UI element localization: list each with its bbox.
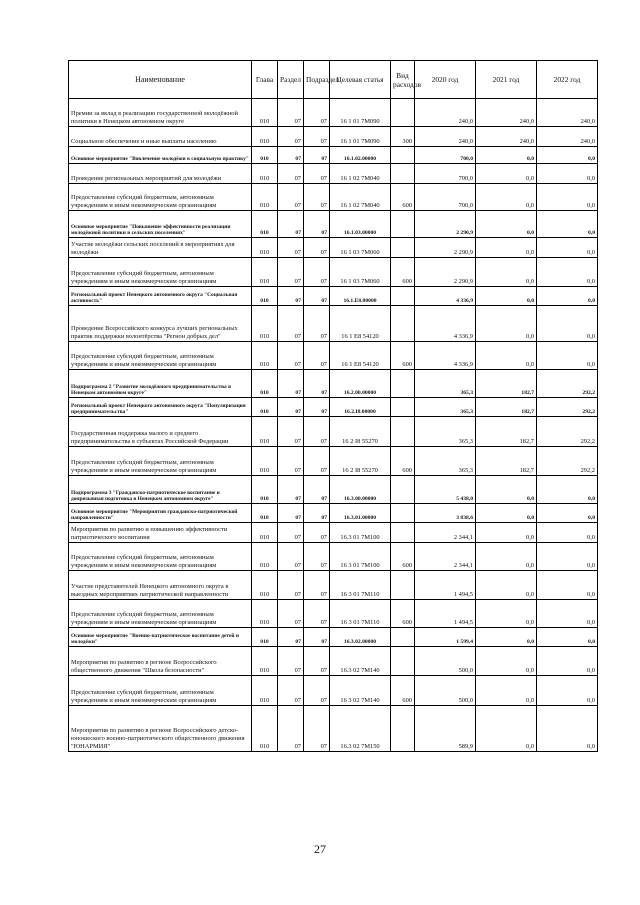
row-subsection: 07 [304,164,330,184]
row-2022: 0,0 [537,543,598,571]
row-subsection: 07 [304,647,330,676]
row-section: 07 [278,628,304,647]
row-name: Предоставление субсидий бюджетным, автономным учреждениям и иным некоммерческим организациям [69,676,252,706]
row-2022: 0,0 [537,211,598,238]
row-2020: 2 290,9 [415,258,476,287]
row-subsection: 07 [304,306,330,342]
row-2021: 0,0 [476,600,537,628]
header-name: Наименование [69,61,252,99]
row-name: Региональный проект Ненецкого автономного округа "Популяризация предпринимательства" [69,398,252,417]
row-subsection: 07 [304,184,330,211]
row-chapter: 010 [252,184,278,211]
row-chapter: 010 [252,628,278,647]
table-body [69,99,598,752]
row-name: Участие молодёжи сельских поселений в мероприятиях для молодёжи [69,238,252,258]
row-2021: 182,7 [476,447,537,476]
page-number: 27 [314,842,326,856]
row-2020: 2 290,9 [415,211,476,238]
row-target: 16 2 I8 55270 [330,447,391,476]
header-2020: 2020 год [415,61,476,99]
table-row-summary [69,398,598,417]
row-expense-type: 300 [391,127,415,147]
row-2022: 0,0 [537,306,598,342]
row-chapter: 010 [252,306,278,342]
row-2020: 240,0 [415,99,476,127]
table-row [69,99,598,127]
row-2021: 182,7 [476,417,537,447]
row-section: 07 [278,600,304,628]
row-name: Подпрограмма 3 "Гражданско-патриотическое воспитание и допризывная подготовка в Ненецком автономном округе" [69,476,252,504]
row-target: 16 3 01 7М110 [330,600,391,628]
row-target: 16.3 01 7М100 [330,523,391,543]
row-name: Основное мероприятие "Военно-патриотическое воспитание детей и молодёжи" [69,628,252,647]
row-section: 07 [278,398,304,417]
row-2020: 700,0 [415,147,476,164]
row-expense-type [391,504,415,523]
row-2020: 4 336,9 [415,342,476,370]
row-name: Предоставление субсидий бюджетным, автономным учреждениям и иным некоммерческим организациям [69,184,252,211]
row-expense-type [391,523,415,543]
table-row [69,306,598,342]
row-2020: 2 344,1 [415,543,476,571]
table-row [69,417,598,447]
row-chapter: 010 [252,127,278,147]
row-2022: 0,0 [537,504,598,523]
row-target: 16.1.02.00000 [330,147,391,164]
row-2021: 0,0 [476,571,537,600]
row-2021: 0,0 [476,628,537,647]
row-subsection: 07 [304,238,330,258]
table-row [69,706,598,752]
row-subsection: 07 [304,99,330,127]
table-row-summary [69,370,598,398]
table-row [69,184,598,211]
row-2020: 1 494,5 [415,600,476,628]
table-row-summary [69,147,598,164]
row-target: 16 1 01 7М090 [330,99,391,127]
row-chapter: 010 [252,164,278,184]
row-chapter: 010 [252,398,278,417]
row-chapter: 010 [252,370,278,398]
row-2020: 2 290,9 [415,238,476,258]
row-section: 07 [278,306,304,342]
row-chapter: 010 [252,504,278,523]
row-chapter: 010 [252,417,278,447]
row-section: 07 [278,647,304,676]
row-section: 07 [278,523,304,543]
row-2021: 0,0 [476,476,537,504]
row-chapter: 010 [252,238,278,258]
row-2021: 0,0 [476,211,537,238]
row-subsection: 07 [304,543,330,571]
row-section: 07 [278,706,304,752]
row-section: 07 [278,417,304,447]
row-section: 07 [278,258,304,287]
row-name: Предоставление субсидий бюджетным, автономным учреждениям и иным некоммерческим организациям [69,600,252,628]
row-subsection: 07 [304,476,330,504]
row-2020: 4 336,9 [415,287,476,306]
row-2020: 365,3 [415,447,476,476]
row-name: Подпрограмма 2 "Развитие молодёжного предпринимательства в Ненецком автономном округе" [69,370,252,398]
row-subsection: 07 [304,676,330,706]
table-row [69,523,598,543]
table-row [69,571,598,600]
row-name: Предоставление субсидий бюджетным, автономным учреждениям и иным некоммерческим организациям [69,543,252,571]
row-expense-type [391,211,415,238]
row-chapter: 010 [252,211,278,238]
row-2022: 0,0 [537,706,598,752]
row-2020: 1 494,5 [415,571,476,600]
row-2022: 0,0 [537,476,598,504]
row-chapter: 010 [252,647,278,676]
row-2020: 500,0 [415,676,476,706]
table-row-summary [69,287,598,306]
row-section: 07 [278,238,304,258]
row-expense-type [391,628,415,647]
row-name: Предоставление субсидий бюджетным, автономным учреждениям и иным некоммерческим организациям [69,447,252,476]
row-section: 07 [278,543,304,571]
row-2020: 2 344,1 [415,523,476,543]
header-expense-type: Вид расходов [391,61,415,99]
table-row [69,647,598,676]
row-section: 07 [278,184,304,211]
row-section: 07 [278,287,304,306]
row-section: 07 [278,211,304,238]
row-section: 07 [278,164,304,184]
row-target: 16.3.01.00000 [330,504,391,523]
row-2022: 0,0 [537,258,598,287]
row-subsection: 07 [304,504,330,523]
row-chapter: 010 [252,600,278,628]
row-2022: 0,0 [537,628,598,647]
row-expense-type: 600 [391,342,415,370]
row-expense-type [391,398,415,417]
row-expense-type [391,147,415,164]
row-target: 16 2 I8 55270 [330,417,391,447]
budget-table [68,60,598,752]
row-subsection: 07 [304,571,330,600]
row-chapter: 010 [252,287,278,306]
row-expense-type [391,238,415,258]
row-target: 16 3 02 7М140 [330,676,391,706]
row-target: 16 1 02 7М040 [330,164,391,184]
row-subsection: 07 [304,127,330,147]
row-2022: 0,0 [537,287,598,306]
row-2020: 4 336,9 [415,306,476,342]
row-2022: 0,0 [537,571,598,600]
row-section: 07 [278,127,304,147]
row-name: Предоставление субсидий бюджетным, автономным учреждениям и иным некоммерческим организациям [69,258,252,287]
row-name: Проведение Всероссийского конкурса лучших региональных практик поддержки волонтёрства "Регион добрых дел" [69,306,252,342]
table-row [69,164,598,184]
row-target: 16.2.I8.00000 [330,398,391,417]
row-name: Основное мероприятие "Повышение эффективности реализации молодёжной политики в сельских поселениях" [69,211,252,238]
row-expense-type [391,306,415,342]
row-2020: 700,0 [415,164,476,184]
row-target: 16 1 01 7М090 [330,127,391,147]
row-name: Социальное обеспечение и иные выплаты населению [69,127,252,147]
row-2022: 0,0 [537,647,598,676]
row-2020: 365,3 [415,370,476,398]
row-target: 16 3 01 7М110 [330,571,391,600]
row-section: 07 [278,370,304,398]
header-section: Раздел [278,61,304,99]
row-2020: 3 838,6 [415,504,476,523]
row-section: 07 [278,676,304,706]
row-target: 16.3 02 7М140 [330,647,391,676]
row-name: Участие представителей Ненецкого автономного округа в выездных мероприятиях патриотической направленности [69,571,252,600]
row-subsection: 07 [304,258,330,287]
row-2021: 0,0 [476,287,537,306]
row-expense-type: 600 [391,543,415,571]
row-target: 16 1 Е8 54120 [330,306,391,342]
row-2020: 365,3 [415,417,476,447]
table-row-summary [69,504,598,523]
table-row-summary [69,628,598,647]
row-2022: 0,0 [537,164,598,184]
row-subsection: 07 [304,398,330,417]
row-expense-type [391,706,415,752]
row-expense-type: 600 [391,184,415,211]
row-chapter: 010 [252,447,278,476]
table-row [69,447,598,476]
row-name: Государственная поддержка малого и среднего предпринимательства в субъектах Российской Федерации [69,417,252,447]
row-target: 16.3 02 7М150 [330,706,391,752]
row-subsection: 07 [304,447,330,476]
row-target: 16.2.00.00000 [330,370,391,398]
row-section: 07 [278,147,304,164]
row-2022: 0,0 [537,184,598,211]
row-2022: 0,0 [537,342,598,370]
table-header-row [69,61,598,99]
row-subsection: 07 [304,523,330,543]
row-2021: 0,0 [476,647,537,676]
row-chapter: 010 [252,99,278,127]
row-2022: 292,2 [537,370,598,398]
row-expense-type: 600 [391,258,415,287]
row-expense-type: 600 [391,447,415,476]
row-2022: 0,0 [537,676,598,706]
row-2021: 240,0 [476,127,537,147]
row-2020: 5 438,0 [415,476,476,504]
row-2022: 292,2 [537,447,598,476]
row-2020: 700,0 [415,184,476,211]
row-chapter: 010 [252,342,278,370]
header-subsection: Подраздел [304,61,330,99]
row-subsection: 07 [304,287,330,306]
row-2022: 0,0 [537,238,598,258]
header-target: Целевая статья [330,61,391,99]
row-2021: 182,7 [476,398,537,417]
row-chapter: 010 [252,147,278,164]
row-chapter: 010 [252,476,278,504]
row-section: 07 [278,447,304,476]
row-expense-type: 600 [391,600,415,628]
row-2022: 292,2 [537,398,598,417]
row-name: Проведение региональных мероприятий для молодёжи [69,164,252,184]
row-2021: 0,0 [476,238,537,258]
row-target: 16 1 02 7М040 [330,184,391,211]
row-subsection: 07 [304,628,330,647]
row-2021: 0,0 [476,258,537,287]
row-target: 16 1 Е8 54120 [330,342,391,370]
row-target: 16 3 01 7М100 [330,543,391,571]
row-name: Основное мероприятие "Мероприятия гражданско-патриотической направленности" [69,504,252,523]
row-chapter: 010 [252,258,278,287]
table-row-summary [69,476,598,504]
table-row [69,127,598,147]
row-expense-type [391,417,415,447]
row-expense-type [391,647,415,676]
row-target: 16.3.02.00000 [330,628,391,647]
row-2022: 0,0 [537,523,598,543]
row-target: 16 1 03 7М060 [330,258,391,287]
row-chapter: 010 [252,706,278,752]
row-expense-type: 600 [391,676,415,706]
row-subsection: 07 [304,706,330,752]
row-name: Мероприятия по развитию в регионе Всероссийского общественного движения "Школа безопасности" [69,647,252,676]
row-name: Премии за вклад в реализацию государственной молодёжной политики в Ненецком автономном округе [69,99,252,127]
row-2022: 0,0 [537,147,598,164]
row-2021: 0,0 [476,306,537,342]
row-2020: 1 599,4 [415,628,476,647]
table-row [69,238,598,258]
table-row [69,600,598,628]
row-name: Мероприятия по развитию в регионе Всероссийского детско-юношеского военно-патриотического общественного движения "ЮНАРМИЯ" [69,706,252,752]
row-2020: 365,3 [415,398,476,417]
row-subsection: 07 [304,211,330,238]
row-expense-type [391,476,415,504]
row-2020: 589,9 [415,706,476,752]
row-2020: 240,0 [415,127,476,147]
row-chapter: 010 [252,543,278,571]
row-subsection: 07 [304,370,330,398]
row-section: 07 [278,504,304,523]
row-2021: 182,7 [476,370,537,398]
row-2021: 240,0 [476,99,537,127]
row-expense-type [391,164,415,184]
header-2022: 2022 год [537,61,598,99]
row-expense-type [391,99,415,127]
row-target: 16.3.00.00000 [330,476,391,504]
row-2021: 0,0 [476,164,537,184]
table-row [69,543,598,571]
row-chapter: 010 [252,676,278,706]
row-2022: 292,2 [537,417,598,447]
row-expense-type [391,571,415,600]
table-row [69,258,598,287]
row-target: 16 1 03 7М060 [330,238,391,258]
row-section: 07 [278,571,304,600]
row-section: 07 [278,342,304,370]
row-expense-type [391,370,415,398]
row-2021: 0,0 [476,184,537,211]
table-row-summary [69,211,598,238]
row-section: 07 [278,99,304,127]
row-2021: 0,0 [476,147,537,164]
row-2021: 0,0 [476,543,537,571]
row-chapter: 010 [252,571,278,600]
row-subsection: 07 [304,600,330,628]
row-target: 16.1.03.00000 [330,211,391,238]
row-2021: 0,0 [476,706,537,752]
header-chapter: Глава [252,61,278,99]
row-subsection: 07 [304,147,330,164]
row-name: Предоставление субсидий бюджетным, автономным учреждениям и иным некоммерческим организациям [69,342,252,370]
row-expense-type [391,287,415,306]
header-2021: 2021 год [476,61,537,99]
row-2021: 0,0 [476,676,537,706]
row-name: Основное мероприятие "Вовлечение молодёжи в социальную практику" [69,147,252,164]
table-row [69,676,598,706]
row-section: 07 [278,476,304,504]
row-2021: 0,0 [476,504,537,523]
row-target: 16.1.Е8.00000 [330,287,391,306]
row-subsection: 07 [304,342,330,370]
table-row [69,342,598,370]
row-2021: 0,0 [476,342,537,370]
row-2022: 240,0 [537,127,598,147]
row-2022: 0,0 [537,600,598,628]
row-2022: 240,0 [537,99,598,127]
row-chapter: 010 [252,523,278,543]
row-name: Региональный проект Ненецкого автономного округа "Социальная активность" [69,287,252,306]
row-2020: 500,0 [415,647,476,676]
row-subsection: 07 [304,417,330,447]
row-name: Мероприятия по развитию и повышению эффективности патриотического воспитания [69,523,252,543]
row-2021: 0,0 [476,523,537,543]
